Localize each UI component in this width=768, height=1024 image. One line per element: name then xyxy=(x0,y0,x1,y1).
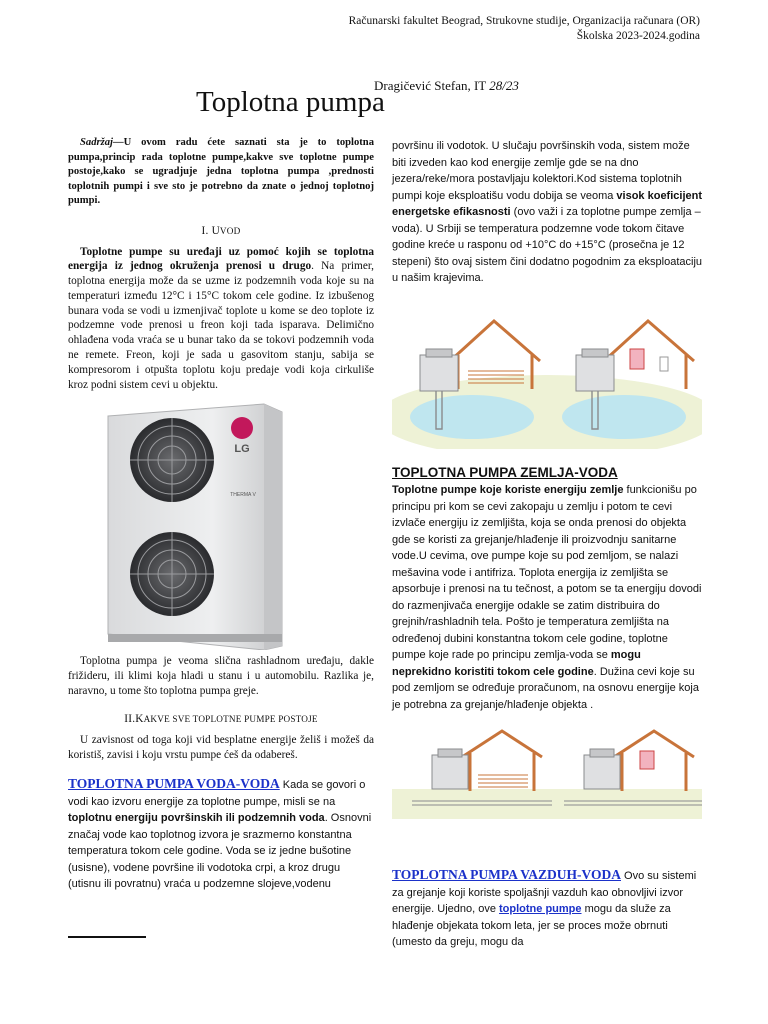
footnote-separator xyxy=(68,936,146,938)
zemlja-heading xyxy=(392,465,702,483)
voda-heading-link[interactable]: TOPLOTNA PUMPA VODA-VODA xyxy=(68,776,280,792)
vazduh-paragraph xyxy=(392,867,702,951)
lg-logo-icon xyxy=(231,417,253,439)
types-paragraph: U zavisnost od toga koji vid besplatne energije želiš i možeš da koristiš, zavisi i koju vrstu pumpe ćeš da odabereš. xyxy=(68,733,374,761)
toplotne-pumpe-link[interactable]: toplotne pumpe xyxy=(499,903,582,915)
vazduh-text-1: Ovo su sistemi za grejanje koji koriste spoljašnji vazduh kao obnovljivi izvor energije. Ujedno, ove xyxy=(392,870,697,915)
intro-rest: . Na primer, toplotna energija može da se uzme iz podzemnih voda koje su na temperaturi između 12°C i 15°C tokom cele godine. Iz izbušenog bunara voda se vodi u izmenjivač toplote u kome se deo toplote iz podzemne vode prenosi u freon koji tada isparava. Delimično ohlađena voda vraća se u bunar tako da se tokovi podzemnih voda ne remete. Freon, koji je sada u gasovitom stanju, sabija se kompresorom i otpušta toplotu koju predaje vodi koja cirkuliše kroz podni sistem cevi u objektu. xyxy=(68,260,374,391)
vazduh-heading-link[interactable]: TOPLOTNA PUMPA VAZDUH-VODA xyxy=(392,867,621,882)
section-numeral: I. xyxy=(201,224,212,237)
header-line-2: Školska 2023-2024.godina xyxy=(576,30,700,42)
author-index: 28/23 xyxy=(489,78,519,93)
voda-bold: toplotnu energiju površinskih ili podzemnih voda xyxy=(68,812,325,825)
section-numeral: II. xyxy=(124,712,136,725)
abstract xyxy=(68,136,374,209)
right-column xyxy=(392,138,702,951)
vazduh-text-2: mogu da služe za hlađenje objekata tokom leta, jer se proces može obrnuti (umesto da greju, mogu da xyxy=(392,903,671,948)
zemlja-text-1: funkcionišu po principu pri kom se cevi zakopaju u zemlju i potom te cevi izvlače energiju iz zemljišta, koja se onda prenosi do objekta gde se koristi za grejanje/hlađenje ili proizvodnju sanitarne vode.U cevima, ove pumpe koje su pod zemljom, se nalazi mešavina vode i antifriza. Toplota energija iz zemljišta se apsorbuje i prenosi na tu tečnost, a potom se ta energiju dovodi do razmenjivača energije odakle se zatim distribuira do grejnih/rashladnih tela. Pošto je temperatura zemljišta na određenoj dubini konstantna tokom cele godine, toplotne pumpe koje rade po principu zemlja-voda se xyxy=(392,484,702,661)
section-rest: VOD xyxy=(219,225,241,236)
intro-bold: Toplotne pumpe su uređaji uz pomoć kojih se toplotna energija iz jednog okruženja prenosi u drugo xyxy=(68,245,374,273)
page-header xyxy=(349,14,700,44)
heat-pump-image xyxy=(68,398,374,650)
zemlja-paragraph xyxy=(392,482,702,713)
section-initial: K xyxy=(135,712,144,725)
left-column xyxy=(68,136,374,893)
fridge-paragraph: Toplotna pumpa je veoma slična rashladnom uređaju, dakle frižideru, ili klimi koja hladi u stanu i u automobilu. Razlika je, naravno, u tome što toplotna pumpa greje. xyxy=(68,655,374,698)
ground-diagram xyxy=(392,727,702,819)
page-title: Toplotna pumpa xyxy=(196,86,385,118)
header-line-1: Računarski fakultet Beograd, Strukovne studije, Organizacija računara (OR) xyxy=(348,15,700,27)
voda-continued xyxy=(392,138,702,287)
section-initial: U xyxy=(211,224,220,237)
brand-text: LG xyxy=(234,443,250,456)
water-diagram xyxy=(392,309,702,449)
zemlja-text-2: . Dužina cevi koje su pod zemljom se određuje proračunom, na osnovu energije koja je potrebna za grejanje/hlađenje objekta . xyxy=(392,665,699,711)
voda-paragraph xyxy=(68,776,374,893)
abstract-text: —U ovom radu ćete saznati sta je to toplotna pumpa,princip rada toplotne pumpe,kakve sve toplotne pumpe postoje,kako se ugradjuje jedna toplotna pumpa ,prednosti toplotnih pumpi i sve sto je potrebno da znate o jednoj toplotnoj pumpi. xyxy=(68,137,374,206)
section-heading-types xyxy=(68,713,374,725)
zemlja-heading-text: TOPLOTNA PUMPA ZEMLJA-VODA xyxy=(392,464,618,480)
voda-text-1: Kada se govori o vodi kao izvoru energije za toplotne pumpe, misli se na xyxy=(68,779,366,808)
model-text: THERMA V xyxy=(230,492,256,499)
water-heat-pump-diagram xyxy=(392,309,702,449)
author-line xyxy=(374,78,519,94)
voda-bold-2: visok koeficijent energetske efikasnosti xyxy=(392,189,703,218)
section-heading-intro xyxy=(68,225,374,237)
voda-text-3: površinu ili vodotok. U slučaju površinskih voda, sistem može biti izveden kao kod energije zemlje gde se na dno jezera/reke/mora postavljaju kolektori.Kod sistema toplotnih pumpi koje eksploatišu vodu dobija se veoma xyxy=(392,140,690,202)
author-name: Dragičević Stefan, IT xyxy=(374,78,490,93)
intro-paragraph xyxy=(68,245,374,393)
section-rest: AKVE SVE TOPLOTNE PUMPE POSTOJE xyxy=(143,713,318,724)
heat-pump-illustration xyxy=(68,398,374,650)
abstract-label: Sadržaj xyxy=(80,137,113,148)
zemlja-bold-2: mogu neprekidno koristiti tokom cele godine xyxy=(392,649,641,678)
voda-text-4: (ovo važi i za toplotne pumpe zemlja – voda). U Srbiji se temperatura podzemne vode tokom čitave godine kreće u rasponu od +10°C do +15°C (prosečna je 12 stepeni) što ovaj sistem čini dodatno pogodnim za eksploataciju u našim krajevima. xyxy=(392,206,703,284)
zemlja-bold-1: Toplotne pumpe koje koriste energiju zemlje xyxy=(392,484,624,496)
voda-text-2: . Osnovni značaj vode kao toplotnog izvora je srazmerno konstantna temperatura tokom cele godine. Voda se iz jedne bušotine (usisne), vodene površine ili vodotoka crpi, a kroz drugu (utisnu ili povratnu) vraća u podzemne slojeve,vodenu xyxy=(68,812,372,891)
ground-heat-pump-diagram xyxy=(392,727,702,819)
